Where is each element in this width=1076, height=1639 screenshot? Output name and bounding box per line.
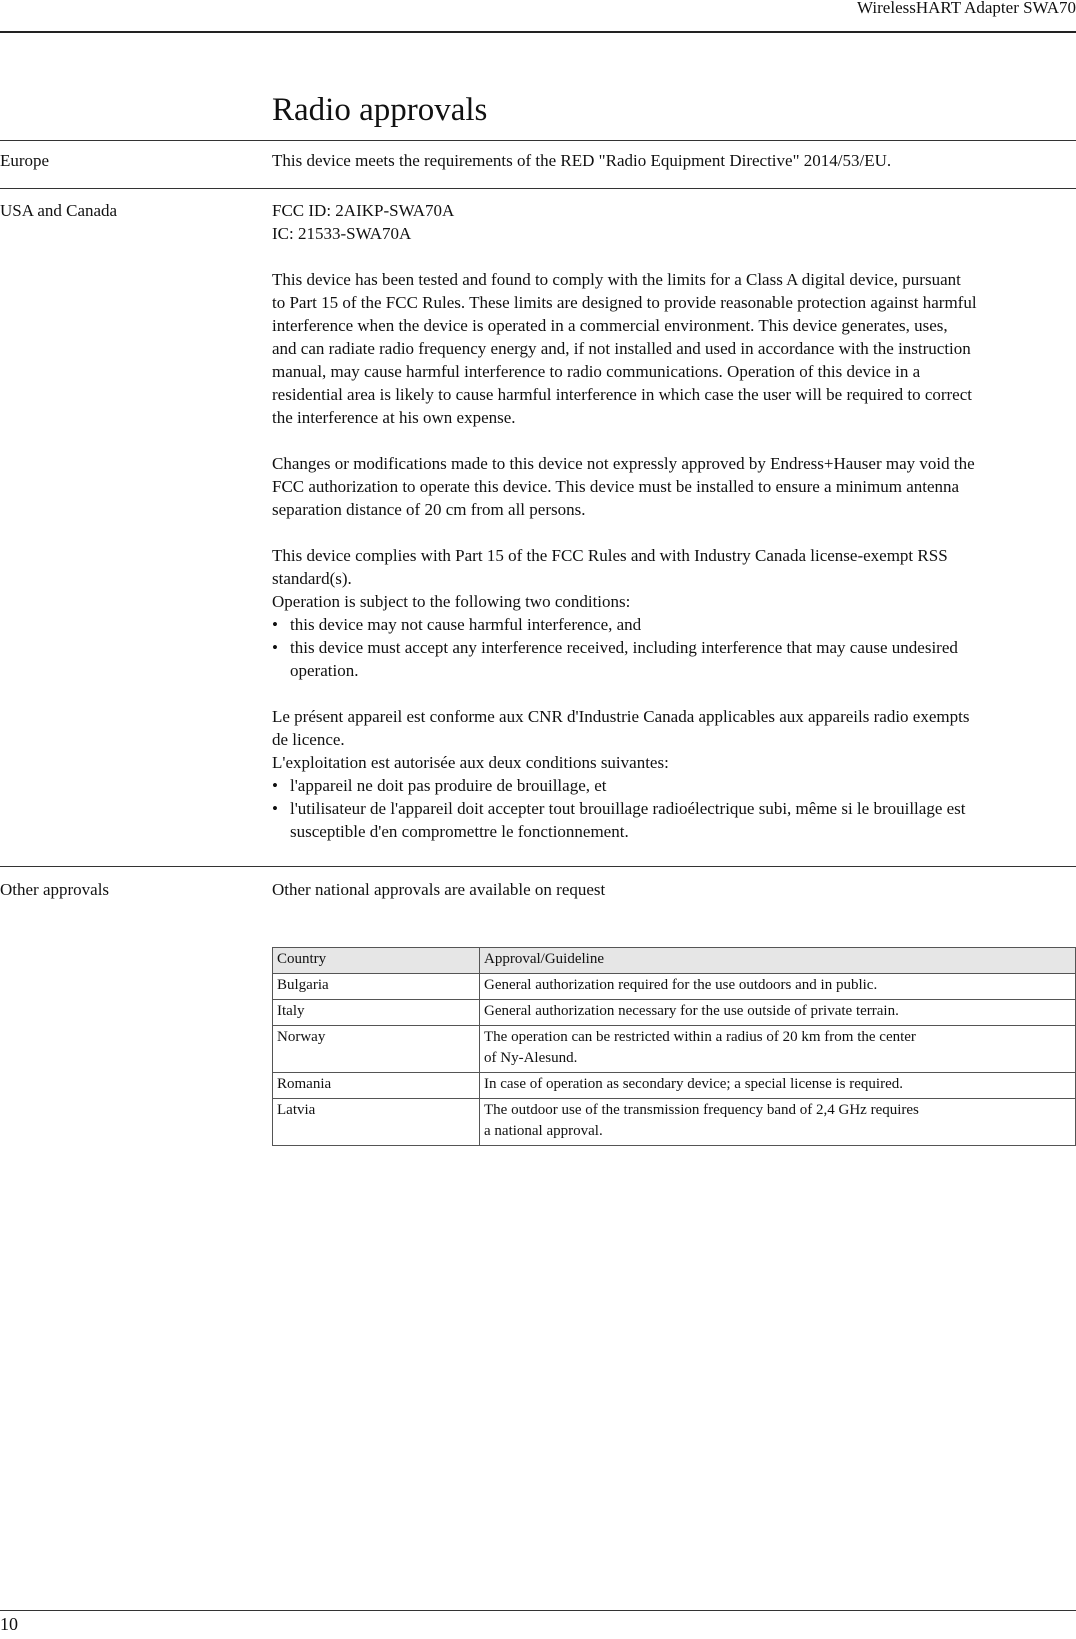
section-label-europe: Europe: [0, 151, 50, 170]
national-approvals-table: [272, 947, 1076, 1146]
bullet-icon: •: [272, 638, 278, 657]
section-divider: [0, 866, 1076, 867]
bullet-icon: •: [272, 776, 278, 795]
table-row: [273, 1073, 1076, 1099]
approval-cell: [480, 1099, 1076, 1146]
header-rule: [0, 31, 1076, 33]
table-row: [273, 1000, 1076, 1026]
french-conditions-intro: L'exploitation est autorisée aux deux conditions suivantes:: [272, 753, 669, 772]
text-line: The operation can be restricted within a radius of 20 km from the center: [484, 1029, 916, 1045]
text-line: separation distance of 20 cm from all persons.: [272, 500, 586, 519]
text-line: l'utilisateur de l'appareil doit accepter tout brouillage radioélectrique subi, même si le brouillage est: [290, 799, 966, 818]
text-line: l'appareil ne doit pas produire de brouillage, et: [290, 776, 607, 795]
table-row: [273, 1099, 1076, 1146]
fcc-compliance-paragraph: [272, 268, 1072, 429]
usa-canada-text: [272, 199, 1072, 843]
text-line: Le présent appareil est conforme aux CNR d'Industrie Canada applicables aux appareils radio exempts: [272, 707, 970, 726]
text-line: interference when the device is operated in a commercial environment. This device generates, uses,: [272, 316, 948, 335]
page-title: Radio approvals: [272, 92, 488, 128]
approval-cell: [480, 1073, 1076, 1099]
table-row: [273, 1026, 1076, 1073]
bullet-icon: •: [272, 615, 278, 634]
text-line: General authorization required for the use outdoors and in public.: [484, 977, 878, 993]
text-line: manual, may cause harmful interference to radio communications. Operation of this device in a: [272, 362, 921, 381]
text-line: operation.: [290, 661, 359, 680]
condition-item: [272, 613, 1072, 636]
country-cell: Romania: [273, 1073, 480, 1099]
text-line: this device may not cause harmful interference, and: [290, 615, 642, 634]
page-number: 10: [0, 1614, 18, 1634]
approval-cell: [480, 1026, 1076, 1073]
section-label-usa-canada: USA and Canada: [0, 201, 118, 220]
text-line: This device complies with Part 15 of the FCC Rules and with Industry Canada license-exempt RSS: [272, 546, 948, 565]
country-cell: Italy: [273, 1000, 480, 1026]
table-header-row: [273, 948, 1076, 974]
section-label-other-approvals: Other approvals: [0, 880, 110, 899]
footer-rule: [0, 1610, 1076, 1611]
text-line: standard(s).: [272, 569, 352, 588]
french-condition-item: [272, 774, 1072, 797]
text-line: a national approval.: [484, 1123, 603, 1139]
column-header-approval: Approval/Guideline: [480, 948, 1076, 974]
approval-cell: [480, 974, 1076, 1000]
conditions-intro: Operation is subject to the following two conditions:: [272, 592, 631, 611]
text-line: susceptible d'en compromettre le fonctionnement.: [290, 822, 629, 841]
french-condition-item: [272, 797, 1072, 843]
text-line: the interference at his own expense.: [272, 408, 516, 427]
text-line: This device has been tested and found to comply with the limits for a Class A digital device, pursuant: [272, 270, 961, 289]
french-compliance-paragraph: [272, 705, 1072, 751]
europe-statement: This device meets the requirements of the RED "Radio Equipment Directive" 2014/53/EU.: [272, 151, 892, 170]
column-header-country: Country: [273, 948, 480, 974]
text-line: FCC authorization to operate this device. This device must be installed to ensure a minimum antenna: [272, 477, 960, 496]
text-line: residential area is likely to cause harmful interference in which case the user will be required to correct: [272, 385, 972, 404]
europe-text: [272, 149, 1072, 172]
text-line: de licence.: [272, 730, 345, 749]
text-line: The outdoor use of the transmission frequency band of 2,4 GHz requires: [484, 1102, 919, 1118]
text-line: Changes or modifications made to this device not expressly approved by Endress+Hauser may void the: [272, 454, 975, 473]
text-line: General authorization necessary for the use outside of private terrain.: [484, 1003, 899, 1019]
fcc-id: FCC ID: 2AIKP-SWA70A: [272, 201, 455, 220]
country-cell: Bulgaria: [273, 974, 480, 1000]
condition-item: [272, 636, 1072, 682]
table-row: [273, 974, 1076, 1000]
section-divider: [0, 140, 1076, 141]
modifications-paragraph: [272, 452, 1072, 521]
document-header-title: WirelessHART Adapter SWA70: [857, 0, 1076, 17]
text-line: to Part 15 of the FCC Rules. These limits are designed to provide reasonable protection against harmful: [272, 293, 977, 312]
country-cell: Norway: [273, 1026, 480, 1073]
bullet-icon: •: [272, 799, 278, 818]
part15-paragraph: [272, 544, 1072, 590]
ic-number: IC: 21533-SWA70A: [272, 224, 412, 243]
text-line: In case of operation as secondary device; a special license is required.: [484, 1076, 903, 1092]
section-divider: [0, 188, 1076, 189]
country-cell: Latvia: [273, 1099, 480, 1146]
other-approvals-statement: Other national approvals are available on request: [272, 880, 606, 899]
text-line: and can radiate radio frequency energy and, if not installed and used in accordance with the instruction: [272, 339, 971, 358]
text-line: this device must accept any interference received, including interference that may cause undesired: [290, 638, 958, 657]
text-line: of Ny-Alesund.: [484, 1050, 578, 1066]
approval-cell: [480, 1000, 1076, 1026]
other-approvals-text: [272, 878, 1072, 901]
